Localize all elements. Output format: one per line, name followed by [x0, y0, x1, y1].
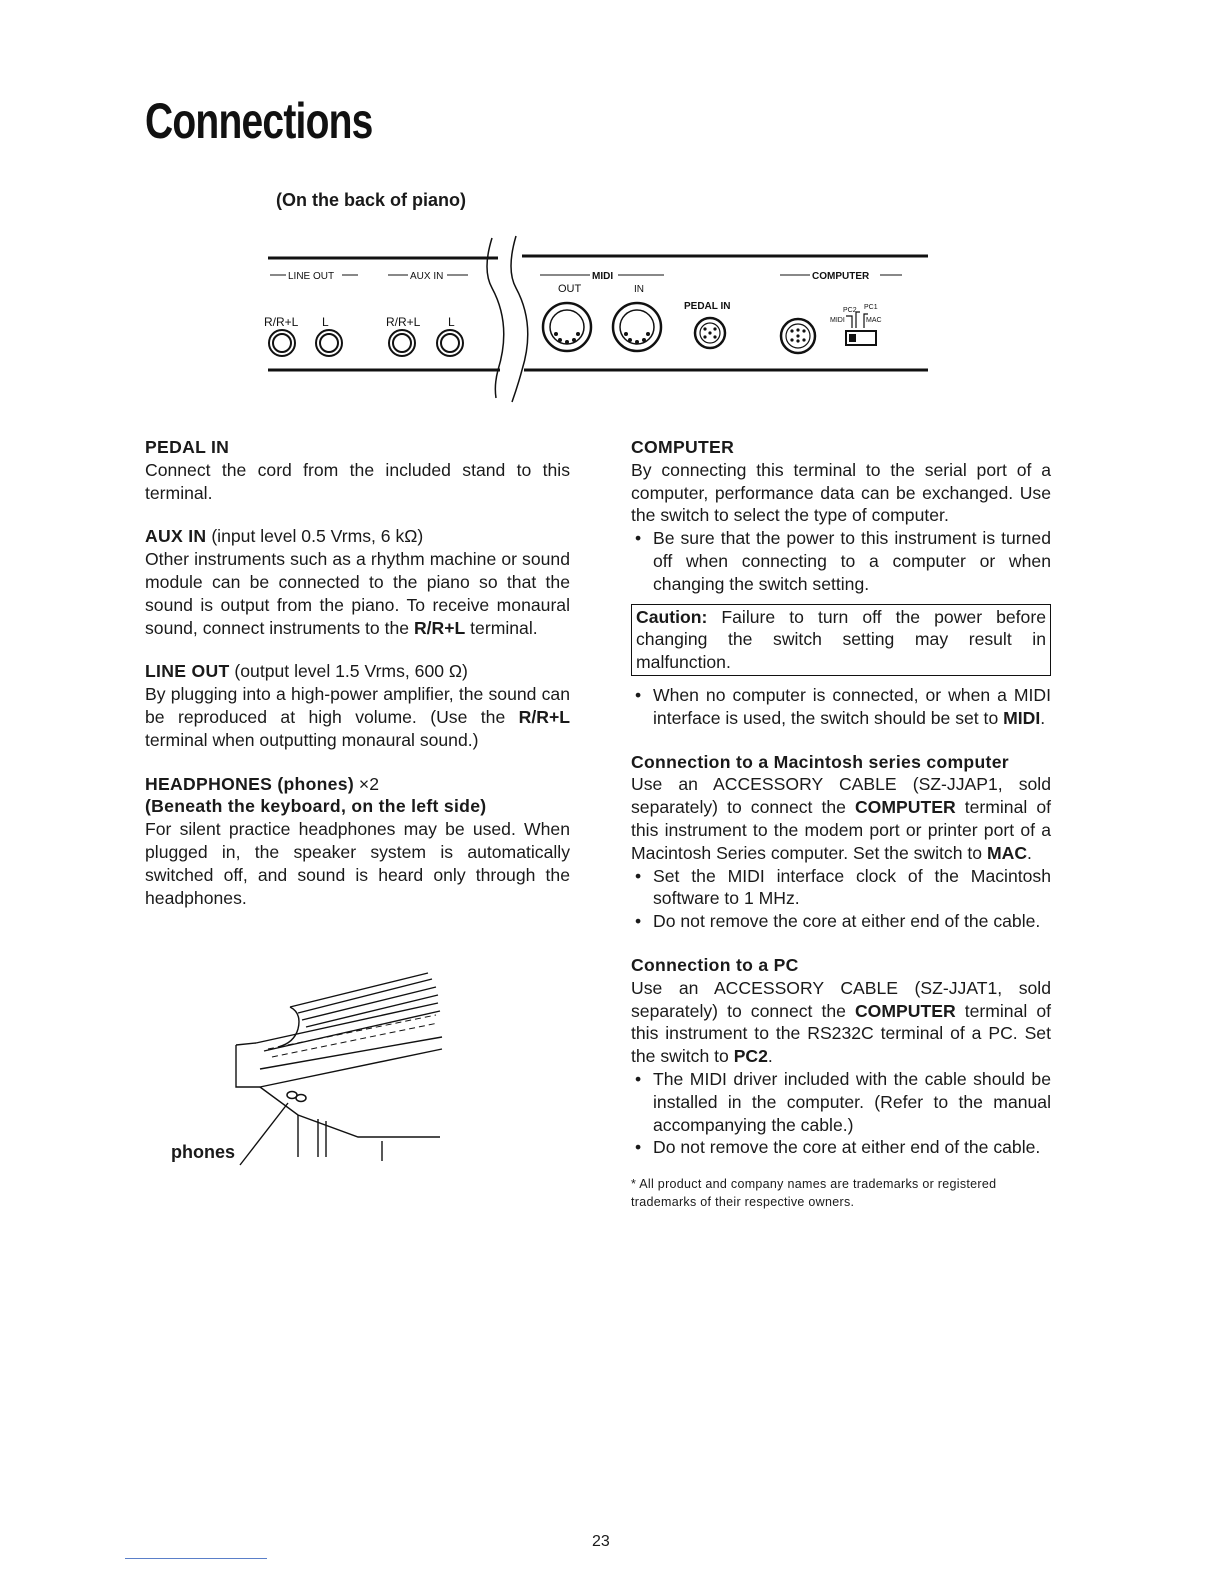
line-out-label: LINE OUT	[288, 271, 335, 282]
computer-label: COMPUTER	[812, 271, 870, 282]
diagram-caption: (On the back of piano)	[276, 190, 467, 210]
aux-in-heading: AUX IN	[145, 526, 207, 547]
pc-heading: Connection to a PC	[631, 954, 799, 975]
page-number: 23	[592, 1533, 610, 1550]
headphones-text: For silent practice headphones may be used. When plugged in, the speaker system is automatically switched off, and sound is heard only through the headphones.	[145, 819, 570, 908]
pedal-in-text: Connect the cord from the included stand to this terminal.	[145, 459, 570, 503]
pedal-in-heading: PEDAL IN	[145, 437, 230, 457]
midi-in-label: IN	[634, 284, 644, 295]
aux-in-spec: (input level 0.5 Vrms, 6 kΩ)	[206, 526, 424, 547]
computer-text: By connecting this terminal to the serial port of a computer, performance data can be exchanged. Use the switch to select the type of computer.	[631, 459, 1051, 526]
list-item: • Do not remove the core at either end of the cable.	[635, 911, 1041, 932]
line-out-text: By plugging into a high-power amplifier, the sound can be reproduced at high volume. (Use the R/R+L terminal when outputting monaural sound.)	[145, 684, 570, 750]
jack-label-l: L	[322, 315, 329, 329]
right-column	[631, 436, 1051, 1211]
caution-box	[631, 604, 1051, 676]
list-item: • Do not remove the core at either end of the cable.	[635, 1137, 1041, 1158]
list-item: • Be sure that the power to this instrument is turned off when connecting to a computer or when changing the switch setting.	[635, 528, 1051, 594]
trademark-footnote: * All product and company names are trademarks or registered trademarks of their respective owners.	[631, 1177, 997, 1210]
aux-in-label: AUX IN	[410, 271, 444, 282]
back-panel-diagram	[260, 230, 940, 405]
pedal-in-label: PEDAL IN	[684, 301, 731, 312]
midi-out-label: OUT	[558, 283, 582, 295]
divider	[125, 1558, 267, 1559]
switch-label-midi: MIDI	[830, 317, 845, 324]
switch-label-pc2: PC2	[843, 307, 857, 314]
jack-label-rl: R/R+L	[386, 315, 421, 329]
jack-label-l: L	[448, 315, 455, 329]
computer-heading: COMPUTER	[631, 437, 735, 457]
caution-label: Caution:	[636, 606, 708, 627]
headphones-subheading: (Beneath the keyboard, on the left side)	[145, 796, 487, 817]
line-out-spec: (output level 1.5 Vrms, 600 Ω)	[229, 661, 468, 682]
switch-label-pc1: PC1	[864, 304, 878, 311]
headphone-jack-2	[296, 1095, 306, 1102]
mac-heading: Connection to a Macintosh series computer	[631, 751, 1009, 772]
list-item: • The MIDI driver included with the cable should be installed in the computer. (Refer to the manual accompanying the cable.)	[635, 1068, 1051, 1135]
line-out-heading: LINE OUT	[145, 661, 230, 682]
page-title: Connections	[145, 93, 373, 149]
headphones-count: ×2	[354, 773, 379, 794]
left-column	[145, 436, 570, 909]
pc-text: Use an ACCESSORY CABLE (SZ-JJAT1, sold separately) to connect the COMPUTER terminal of this instrument to the RS232C terminal of a PC. Set the switch to PC2.	[631, 977, 1051, 1067]
jack-label-rl: R/R+L	[264, 315, 299, 329]
phones-label: phones	[171, 1142, 236, 1162]
switch-label-mac: MAC	[866, 317, 882, 324]
list-item: • When no computer is connected, or when a MIDI interface is used, the switch should be set to MIDI.	[635, 684, 1051, 728]
mac-text: Use an ACCESSORY CABLE (SZ-JJAP1, sold separately) to connect the COMPUTER terminal of this instrument to the modem port or printer port of a Macintosh Series computer. Set the switch to MAC.	[631, 774, 1051, 863]
list-item: • Set the MIDI interface clock of the Macintosh software to 1 MHz.	[635, 865, 1051, 909]
caution-text: Failure to turn off the power before changing the switch setting may result in malfunction.	[636, 606, 1046, 673]
headphones-heading: HEADPHONES (phones)	[145, 773, 355, 794]
midi-label: MIDI	[592, 271, 614, 282]
aux-in-text: Other instruments such as a rhythm machine or sound module can be connected to the piano so that the sound is output from the piano. To receive monaural sound, connect instruments to the R/R+L terminal.	[145, 549, 570, 638]
